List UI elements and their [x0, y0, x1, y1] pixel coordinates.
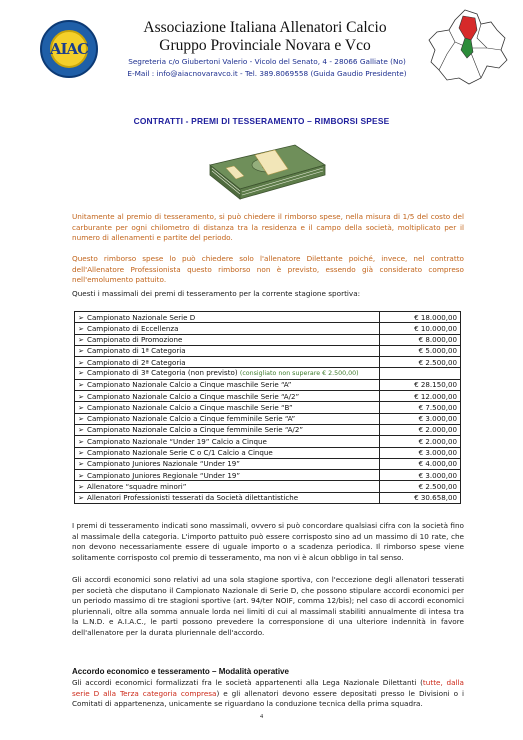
arrow-bullet-icon: ➢ [78, 459, 84, 469]
amount-cell: € 2.000,00 [379, 436, 460, 447]
championship-cell [75, 368, 380, 379]
section-title-modalita: Accordo economico e tesseramento – Modalità operative [72, 667, 289, 676]
championship-cell [75, 391, 380, 402]
table-row [75, 424, 461, 435]
money-stack-icon [200, 135, 330, 201]
amount-cell: € 2.000,00 [379, 424, 460, 435]
table-row [75, 458, 461, 469]
table-row [75, 312, 461, 323]
championship-label: Campionato di 1ª Categoria [87, 346, 186, 356]
championship-cell [75, 447, 380, 458]
table-row [75, 323, 461, 334]
province-map-icon [425, 8, 510, 88]
arrow-bullet-icon: ➢ [78, 357, 84, 367]
championship-label: Campionato di Eccellenza [87, 323, 179, 333]
paragraph-deposito [72, 678, 464, 710]
amount-cell: € 8.000,00 [379, 334, 460, 345]
table-row [75, 447, 461, 458]
section-heading: CONTRATTI - PREMI DI TESSERAMENTO – RIMBORSI SPESE [133, 116, 390, 126]
amount-cell: € 3.000,00 [379, 413, 460, 424]
table-row [75, 391, 461, 402]
table-row [75, 334, 461, 345]
championship-cell [75, 470, 380, 481]
championship-cell [75, 492, 380, 503]
arrow-bullet-icon: ➢ [78, 425, 84, 435]
championship-label: Campionato di 3ª Categoria (non previsto) [87, 368, 238, 378]
championship-label: Allenatori Professionisti tesserati da Società dilettantistiche [87, 493, 299, 503]
amount-cell [379, 368, 460, 379]
paragraph-reimbursement: Unitamente al premio di tesseramento, si può chiedere il rimborso spese, nella misura di 1/5 del costo del carburante per ogni chilometro di distanza tra la residenza e il campo della società, moltiplicato per il numero di allenamenti e partite del periodo. [72, 212, 464, 243]
championship-label: Allenatore “squadre minori” [87, 481, 187, 491]
secretariat-address: Segreteria c/o Giubertoni Valerio - Vicolo del Senato, 4 - 28066 Galliate (No) [128, 57, 406, 66]
massimali-table [74, 311, 461, 504]
championship-cell [75, 379, 380, 390]
championship-label: Campionato Juniores Nazionale “Under 19” [87, 459, 240, 469]
logo-emblem [50, 30, 88, 68]
arrow-bullet-icon: ➢ [78, 323, 84, 333]
championship-label: Campionato Nazionale Calcio a Cinque femminile Serie “A/2” [87, 425, 304, 435]
championship-label: Campionato Nazionale “Under 19” Calcio a Cinque [87, 436, 267, 446]
table-row [75, 402, 461, 413]
championship-note: (consigliato non superare € 2.500,00) [239, 370, 359, 378]
championship-label: Campionato di 2ª Categoria [87, 357, 186, 367]
championship-cell [75, 345, 380, 356]
championship-label: Campionato Nazionale Calcio a Cinque maschile Serie “A/2” [87, 391, 300, 401]
arrow-bullet-icon: ➢ [78, 335, 84, 345]
amount-cell: € 4.000,00 [379, 458, 460, 469]
championship-cell [75, 334, 380, 345]
amount-cell: € 28.150,00 [379, 379, 460, 390]
organization-subtitle: Gruppo Provinciale Novara e Vco [159, 37, 371, 54]
table-row [75, 345, 461, 356]
arrow-bullet-icon: ➢ [78, 368, 84, 378]
championship-label: Campionato Nazionale Calcio a Cinque femminile Serie “A” [87, 414, 296, 424]
championship-label: Campionato Nazionale Serie C o C/1 Calcio a Cinque [87, 448, 273, 458]
amount-cell: € 18.000,00 [379, 312, 460, 323]
amount-cell: € 30.658,00 [379, 492, 460, 503]
amount-cell: € 5.000,00 [379, 345, 460, 356]
deposito-highlight: tutte, dalla serie D alla Terza categoria compresa [72, 678, 464, 698]
amount-cell: € 3.000,00 [379, 447, 460, 458]
logo-text: AIAC [49, 40, 89, 58]
page-number: 4 [259, 713, 264, 720]
arrow-bullet-icon: ➢ [78, 414, 84, 424]
championship-label: Campionato Nazionale Calcio a Cinque maschile Serie “A” [87, 380, 292, 390]
table-row [75, 481, 461, 492]
table-row [75, 357, 461, 368]
arrow-bullet-icon: ➢ [78, 470, 84, 480]
organization-title: Associazione Italiana Allenatori Calcio [143, 19, 387, 36]
contact-line: E-Mail : info@aiacnovaravco.it - Tel. 389.8069558 (Guida Gaudio Presidente) [127, 69, 407, 78]
deposito-text-a: Gli accordi economici formalizzati fra le società appartenenti alla Lega Nazionale Dilettanti ( [72, 678, 423, 687]
deposito-text-c: ) e gli allenatori devono essere depositati presso le Divisioni o i Comitati di appartenenza, unicamente se riguardano la conduzione tecnica della prima squadra. [72, 688, 464, 709]
championship-label: Campionato Juniores Regionale “Under 19” [87, 470, 241, 480]
aiac-logo [40, 20, 98, 78]
championship-cell [75, 458, 380, 469]
table-row [75, 470, 461, 481]
paragraph-accordi-economici: Gli accordi economici sono relativi ad una sola stagione sportiva, con l'eccezione degli allenatori tesserati per società che disputano il Campionato Nazionale di Serie D, che possono stipulare accordi economici per un periodo massimo di tre stagioni sportive (art. 94/ter NOIF, comma 12/bis); nel caso di accordi economici pluriennali, oltre alla somma annuale lorda nei limiti di cui al massimali stabiliti annualmente di intesa tra la L.N.D. e A.I.A.C., le parti possono prevedere la corresponsione di una ulteriore indennità in favore dell'allenatore per la durata pluriennale dell'accordo. [72, 575, 464, 637]
amount-cell: € 3.000,00 [379, 470, 460, 481]
arrow-bullet-icon: ➢ [78, 402, 84, 412]
championship-cell [75, 312, 380, 323]
championship-cell [75, 481, 380, 492]
championship-cell [75, 424, 380, 435]
amount-cell: € 2.500,00 [379, 357, 460, 368]
championship-cell [75, 436, 380, 447]
amount-cell: € 2.500,00 [379, 481, 460, 492]
arrow-bullet-icon: ➢ [78, 380, 84, 390]
arrow-bullet-icon: ➢ [78, 391, 84, 401]
arrow-bullet-icon: ➢ [78, 493, 84, 503]
arrow-bullet-icon: ➢ [78, 448, 84, 458]
championship-label: Campionato Nazionale Serie D [87, 312, 196, 322]
paragraph-massimali-intro: Questi i massimali dei premi di tesseramento per la corrente stagione sportiva: [72, 289, 361, 298]
arrow-bullet-icon: ➢ [78, 436, 84, 446]
arrow-bullet-icon: ➢ [78, 481, 84, 491]
championship-cell [75, 323, 380, 334]
paragraph-dilettante: Questo rimborso spese lo può chiedere solo l'allenatore Dilettante poiché, invece, nel contratto dell'Allenatore Professionista questo rimborso non è previsto, essendo già considerato compreso nell'emolumento pattuito. [72, 254, 464, 285]
championship-cell [75, 357, 380, 368]
championship-cell [75, 402, 380, 413]
table-row [75, 379, 461, 390]
table-row [75, 413, 461, 424]
amount-cell: € 10.000,00 [379, 323, 460, 334]
arrow-bullet-icon: ➢ [78, 312, 84, 322]
table-row [75, 492, 461, 503]
amount-cell: € 7.500,00 [379, 402, 460, 413]
championship-label: Campionato di Promozione [87, 335, 183, 345]
table-row [75, 436, 461, 447]
arrow-bullet-icon: ➢ [78, 346, 84, 356]
table-row [75, 368, 461, 379]
paragraph-massimali-notes: I premi di tesseramento indicati sono massimali, ovvero si può concordare qualsiasi cifra con la società fino al massimale della categoria. L'importo pattuito può essere corrisposto sino ad un massimo di 10 rate, che non devono necessariamente essere di uguale importo o a scadenza periodica. Il rimborso spese viene solitamente corrisposto col premio di tesseramento, ma non vi è alcun obbligo in tal senso. [72, 521, 464, 562]
amount-cell: € 12.000,00 [379, 391, 460, 402]
championship-cell [75, 413, 380, 424]
championship-label: Campionato Nazionale Calcio a Cinque maschile Serie “B” [87, 402, 293, 412]
